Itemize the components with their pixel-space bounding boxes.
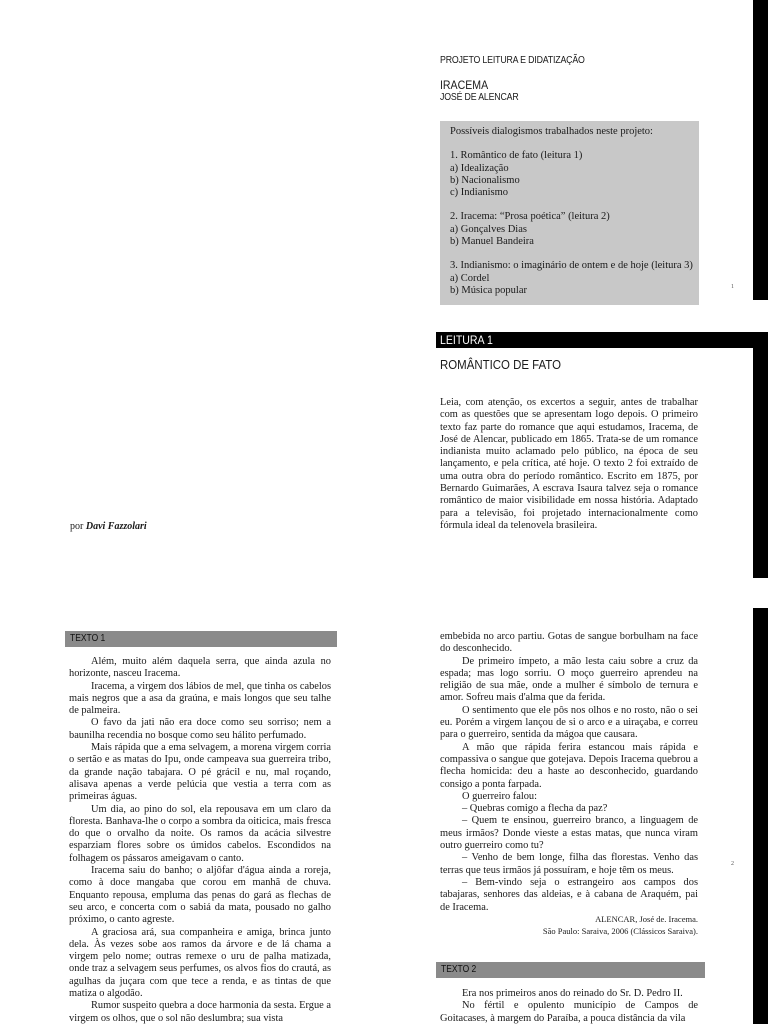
- texto2-label: [436, 962, 705, 978]
- byline: [70, 521, 147, 532]
- citation-line: ALENCAR, José de. Iracema.: [595, 914, 698, 924]
- book-author: JOSÉ DE ALENCAR: [440, 92, 519, 103]
- texto1-right-column: [440, 631, 698, 914]
- box-line: b) Manuel Bandeira: [450, 236, 534, 248]
- spine-gap-bottom: [753, 578, 768, 608]
- texto2-column: [440, 988, 698, 1025]
- texto1-label: [65, 631, 337, 647]
- page-number-top: 1: [731, 284, 734, 290]
- book-title: IRACEMA: [440, 78, 489, 92]
- text-paragraph: embebida no arco partiu. Gotas de sangue borbulham na face do desconhecido.: [440, 631, 698, 655]
- text-paragraph: No fértil e opulento município de Campos de Goitacases, à margem do Paraíba, a pouca distância da vila: [440, 1000, 698, 1024]
- text-paragraph: Além, muito além daquela serra, que ainda azula no horizonte, nasceu Iracema.: [69, 656, 331, 680]
- text-paragraph: O guerreiro falou:: [462, 790, 538, 802]
- section-subtitle: ROMÂNTICO DE FATO: [440, 357, 561, 372]
- box-line: a) Idealização: [450, 162, 509, 174]
- citation: [440, 913, 698, 937]
- text-paragraph: Iracema, a virgem dos lábios de mel, que tinha os cabelos mais negros que a asa da graúna, e mais longos que seu talhe de palmeira.: [69, 680, 331, 717]
- box-line: a) Cordel: [450, 272, 490, 284]
- intro-text: Leia, com atenção, os excertos a seguir, antes de trabalhar com as questões que se apresentam logo depois. O primeiro texto faz parte do romance que aqui estudamos, Iracema, de José de Alencar, publicado em 1865. Trata-se de um romance indianista muito aclamado pelo público, na época de seu lançamento, e pela crítica, até hoje. O texto 2 foi extraído de uma outra obra do período romântico. Escrito em 1875, por Bernardo Guimarães, A escrava Isaura talvez seja o romance romântico de maior visibilidade em nossa história. Adaptado para a televisão, foi projetado internacionalmente como fórmula ideal da telenovela brasileira.: [440, 397, 698, 531]
- text-paragraph: Mais rápida que a ema selvagem, a morena virgem corria o sertão e as matas do Ipu, onde campeava sua guerreira tribo, da grande nação tabajara. O pé grácil e nu, mal roçando, alisava apenas a verde pelúcia que vestia a terra com as primeiras águas.: [69, 742, 331, 803]
- box-line: 2. Iracema: “Prosa poética” (leitura 2): [450, 211, 610, 223]
- text-paragraph: – Venho de bem longe, filha das florestas. Venho das terras que teus irmãos já possuíram, e hoje têm os meus.: [440, 852, 698, 876]
- box-line: a) Gonçalves Dias: [450, 223, 527, 235]
- box-line: 3. Indianismo: o imaginário de ontem e de hoje (leitura 3): [450, 260, 693, 272]
- project-label: PROJETO LEITURA E DIDATIZAÇÃO: [440, 55, 585, 66]
- byline-prefix: por: [70, 521, 84, 532]
- page-spine: [753, 0, 768, 1024]
- text-paragraph: – Bem-vindo seja o estrangeiro aos campos dos tabajaras, senhores das aldeias, e à cabana de Araquém, pai de Iracema.: [440, 876, 698, 913]
- text-paragraph: – Quem te ensinou, guerreiro branco, a linguagem de meus irmãos? Donde vieste a estas matas, que nunca viram outro guerreiro como tu?: [440, 815, 698, 852]
- text-paragraph: Rumor suspeito quebra a doce harmonia da sesta. Ergue a virgem os olhos, que o sol não deslumbra; sua vista: [69, 1000, 331, 1024]
- text-paragraph: De primeiro ímpeto, a mão lesta caiu sobre a cruz da espada; mas logo sorriu. O moço guerreiro aprendeu na religião de sua mãe, onde a mulher é símbolo de ternura e amor. Sofreu mais d'alma que da ferida.: [440, 655, 698, 704]
- text-paragraph: Iracema saiu do banho; o aljôfar d'água ainda a roreja, como à doce mangaba que corou em manhã de chuva. Enquanto repousa, empluma das penas do gará as flechas de seu arco, e concerta com o sabiá da mata, pousado no galho próximo, o canto agreste.: [69, 865, 331, 926]
- dialogismos-box: [440, 121, 699, 305]
- text-paragraph: Um dia, ao pino do sol, ela repousava em um claro da floresta. Banhava-lhe o corpo a sombra da oiticica, mais fresca do que o orvalho da noite. Os ramos da acácia silvestre esparziam flores sobre os úmidos cabelos. Escondidos na folhagem os pássaros ameigavam o canto.: [69, 803, 331, 864]
- intro-paragraph: [440, 397, 698, 532]
- texto1-left-column: [69, 656, 331, 1025]
- box-line: Possíveis dialogismos trabalhados neste projeto:: [450, 126, 653, 137]
- texto1-label-text: TEXTO 1: [70, 633, 106, 644]
- text-paragraph: A mão que rápida ferira estancou mais rápida e compassiva o sangue que gotejava. Depois Iracema quebrou a flecha homicida: deu a haste ao desconhecido, guardando consigo a ponta farpada.: [440, 741, 698, 790]
- leitura-label-text: LEITURA 1: [440, 333, 493, 347]
- byline-name: Davi Fazzolari: [85, 521, 147, 532]
- box-line: b) Nacionalismo: [450, 174, 520, 186]
- page-number-bottom: 2: [731, 861, 734, 867]
- box-line: c) Indianismo: [450, 187, 509, 199]
- leitura-label: [436, 332, 757, 348]
- text-paragraph: Era nos primeiros anos do reinado do Sr. D. Pedro II.: [462, 988, 683, 999]
- citation-line: São Paulo: Saraiva, 2006 (Clássicos Saraiva).: [542, 926, 698, 936]
- box-line: b) Música popular: [450, 284, 527, 296]
- spine-gap-top: [753, 300, 768, 332]
- text-paragraph: A graciosa ará, sua companheira e amiga, brinca junto dela. Às vezes sobe aos ramos da árvore e de lá chama a virgem pelo nome; outras remexe o uru de palha matizada, onde traz a selvagem seus perfumes, os alvos fios do crautá, as agulhas da juçara com que tece a renda, e as tintas de que matiza o algodão.: [69, 926, 331, 1000]
- text-paragraph: O favo da jati não era doce como seu sorriso; nem a baunilha recendia no bosque como seu hálito perfumado.: [69, 717, 331, 741]
- texto2-label-text: TEXTO 2: [441, 964, 477, 975]
- text-paragraph: – Quebras comigo a flecha da paz?: [462, 803, 608, 815]
- text-paragraph: O sentimento que ele pôs nos olhos e no rosto, não o sei eu. Porém a virgem lançou de si o arco e a uiraçaba, e correu para o guerreiro, sentida da mágoa que causara.: [440, 704, 698, 741]
- box-line: 1. Romântico de fato (leitura 1): [450, 150, 583, 162]
